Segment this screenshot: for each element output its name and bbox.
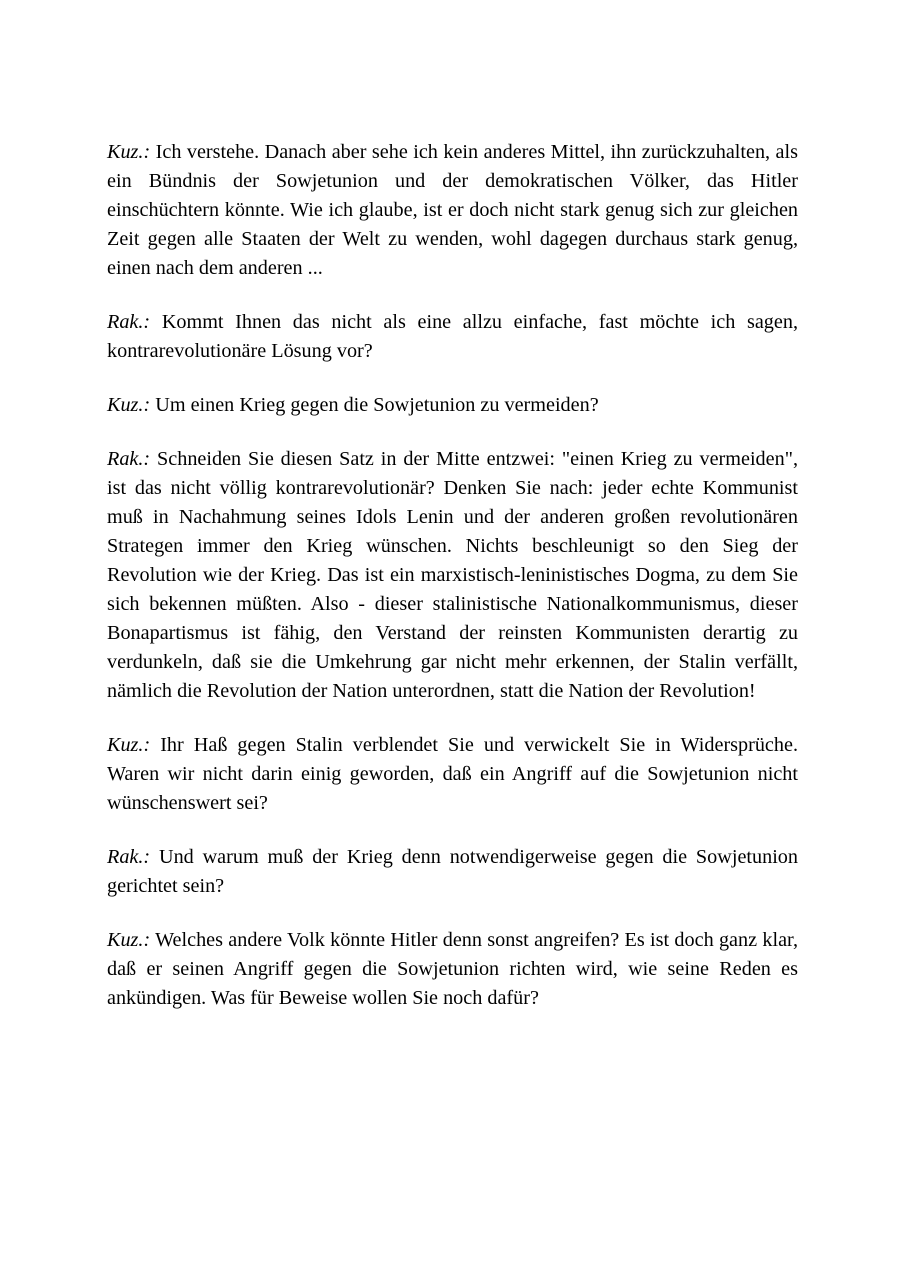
speaker-label: Rak.: xyxy=(107,448,151,470)
dialogue-paragraph xyxy=(107,391,798,420)
dialogue-paragraph xyxy=(107,926,798,1013)
speaker-label: Kuz.: xyxy=(107,141,151,163)
speech-text: Ich verstehe. Danach aber sehe ich kein anderes Mittel, ihn zurückzuhalten, als ein Bündnis der Sowjetunion und der demokratischen Völker, das Hitler einschüchtern könnte. Wie ich glaube, ist er doch nicht stark genug sich zur gleichen Zeit gegen alle Staaten der Welt zu wenden, wohl dagegen durchaus stark genug, einen nach dem anderen ... xyxy=(107,141,798,279)
speech-text: Ihr Haß gegen Stalin verblendet Sie und verwickelt Sie in Widersprüche. Waren wir nicht darin einig geworden, daß ein Angriff auf die Sowjetunion nicht wünschenswert sei? xyxy=(107,734,798,814)
speech-text: Kommt Ihnen das nicht als eine allzu einfache, fast möchte ich sagen, kontrarevolutionäre Lösung vor? xyxy=(107,311,798,362)
speech-text: Um einen Krieg gegen die Sowjetunion zu vermeiden? xyxy=(150,394,599,416)
dialogue-paragraph xyxy=(107,308,798,366)
speaker-label: Rak.: xyxy=(107,311,151,333)
speaker-label: Rak.: xyxy=(107,846,151,868)
speaker-label: Kuz.: xyxy=(107,734,151,756)
dialogue-paragraph xyxy=(107,843,798,901)
document-body xyxy=(107,138,798,1013)
speaker-label: Kuz.: xyxy=(107,394,151,416)
speech-text: Welches andere Volk könnte Hitler denn sonst angreifen? Es ist doch ganz klar, daß er seinen Angriff gegen die Sowjetunion richten wird, wie seine Reden es ankündigen. Was für Beweise wollen Sie noch dafür? xyxy=(107,929,798,1009)
speech-text: Und warum muß der Krieg denn notwendigerweise gegen die Sowjetunion gerichtet sein? xyxy=(107,846,798,897)
dialogue-paragraph xyxy=(107,731,798,818)
speech-text: Schneiden Sie diesen Satz in der Mitte entzwei: "einen Krieg zu vermeiden", ist das nicht völlig kontrarevolutionär? Denken Sie nach: jeder echte Kommunist muß in Nachahmung seines Idols Lenin und der anderen großen revolutionären Strategen immer den Krieg wünschen. Nichts beschleunigt so den Sieg der Revolution wie der Krieg. Das ist ein marxistisch-leninistisches Dogma, zu dem Sie sich bekennen müßten. Also - dieser stalinistische Nationalkommunismus, dieser Bonapartismus ist fähig, den Verstand der reinsten Kommunisten derartig zu verdunkeln, daß sie die Umkehrung gar nicht mehr erkennen, der Stalin verfällt, nämlich die Revolution der Nation unterordnen, statt die Nation der Revolution! xyxy=(107,448,798,702)
dialogue-paragraph xyxy=(107,445,798,706)
dialogue-paragraph xyxy=(107,138,798,283)
speaker-label: Kuz.: xyxy=(107,929,151,951)
